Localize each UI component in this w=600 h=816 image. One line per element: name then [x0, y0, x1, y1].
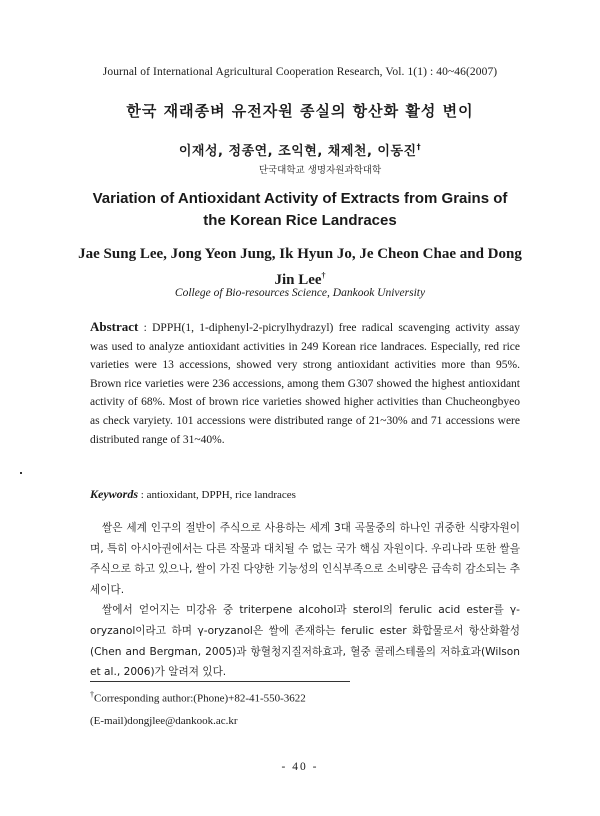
abstract-label: Abstract [90, 319, 139, 334]
abstract [90, 318, 520, 449]
english-author-names: Jae Sung Lee, Jong Yeon Jung, Ik Hyun Jo, Je Cheon Chae and Dong Jin Lee [78, 246, 522, 288]
korean-title: 한국 재래종벼 유전자원 종실의 항산화 활성 변이 [126, 102, 474, 120]
keywords-label: Keywords [90, 487, 138, 501]
abstract-text: DPPH(1, 1-diphenyl-2-picrylhydrazyl) free radical scavenging activity assay was used to analyze antioxidant activities in 249 Korean rice landraces. Especially, red rice varieties were 13 accessions, showed very strong antioxidant activities more than 95%. Brown rice varieties were 236 accessions, among them G307 showed the highest antioxidant activity of 68%. Most of brown rice varieties showed higher activities than Chucheongbyeo as check varyiety. 101 accessions were distributed range of 21~30% and 71 accessions were distributed range of 31~40%. [90, 322, 520, 446]
english-affiliation: College of Bio-resources Science, Dankook University [174, 287, 426, 299]
journal-header: Journal of International Agricultural Cooperation Research, Vol. 1(1) : 40~46(2007) [102, 66, 498, 78]
english-authors [70, 244, 530, 291]
korean-authors [0, 140, 600, 159]
korean-author-names: 이재성, 정종연, 조익현, 채제천, 이동진 [178, 144, 417, 159]
keywords [90, 487, 520, 502]
footnote-line-phone [90, 684, 520, 710]
corresponding-dagger: † [416, 142, 422, 152]
footnote-dagger: † [90, 690, 94, 699]
english-title: Variation of Antioxidant Activity of Extracts from Grains of the Korean Rice Landraces [92, 190, 508, 229]
scan-speck [20, 472, 22, 474]
korean-affiliation: 단국대학교 생명자원과학대학 [258, 165, 382, 176]
keywords-text: antioxidant, DPPH, rice landraces [146, 489, 296, 501]
footnote-phone: Corresponding author:(Phone)+82-41-550-3622 [94, 692, 306, 705]
footnote [90, 684, 520, 732]
body-paragraph: 쌀에서 얻어지는 미강유 중 triterpene alcohol과 sterol의 ferulic acid ester를 γ-oryzanol이라고 하며 γ-oryzanol은 쌀에 존재하는 ferulic ester 화합물로서 항산화활성(Chen and Bergman, 2005)과 항혈청지질저하효과, 혈중 콜레스테롤의 저하효과(Wilson et al., 2006)가 알려져 있다. [90, 604, 520, 679]
keywords-separator: : [138, 489, 147, 501]
footnote-divider [90, 681, 350, 682]
corresponding-dagger-en: † [321, 271, 326, 280]
abstract-separator: : [138, 322, 153, 334]
page-number: - 40 - [281, 761, 319, 773]
body-paragraph: 쌀은 세계 인구의 절반이 주식으로 사용하는 세계 3대 곡물중의 하나인 귀중한 식량자원이며, 특히 아시아권에서는 다른 작물과 대치될 수 없는 국가 핵심 자원이다. 우리나라 또한 쌀을 주식으로 하고 있으나, 쌀이 가진 다양한 기능성의 인식부족으로 소비량은 급속히 감소되는 추세이다. [90, 522, 520, 596]
body-text [90, 518, 520, 683]
footnote-email: (E-mail)dongjlee@dankook.ac.kr [90, 714, 238, 727]
